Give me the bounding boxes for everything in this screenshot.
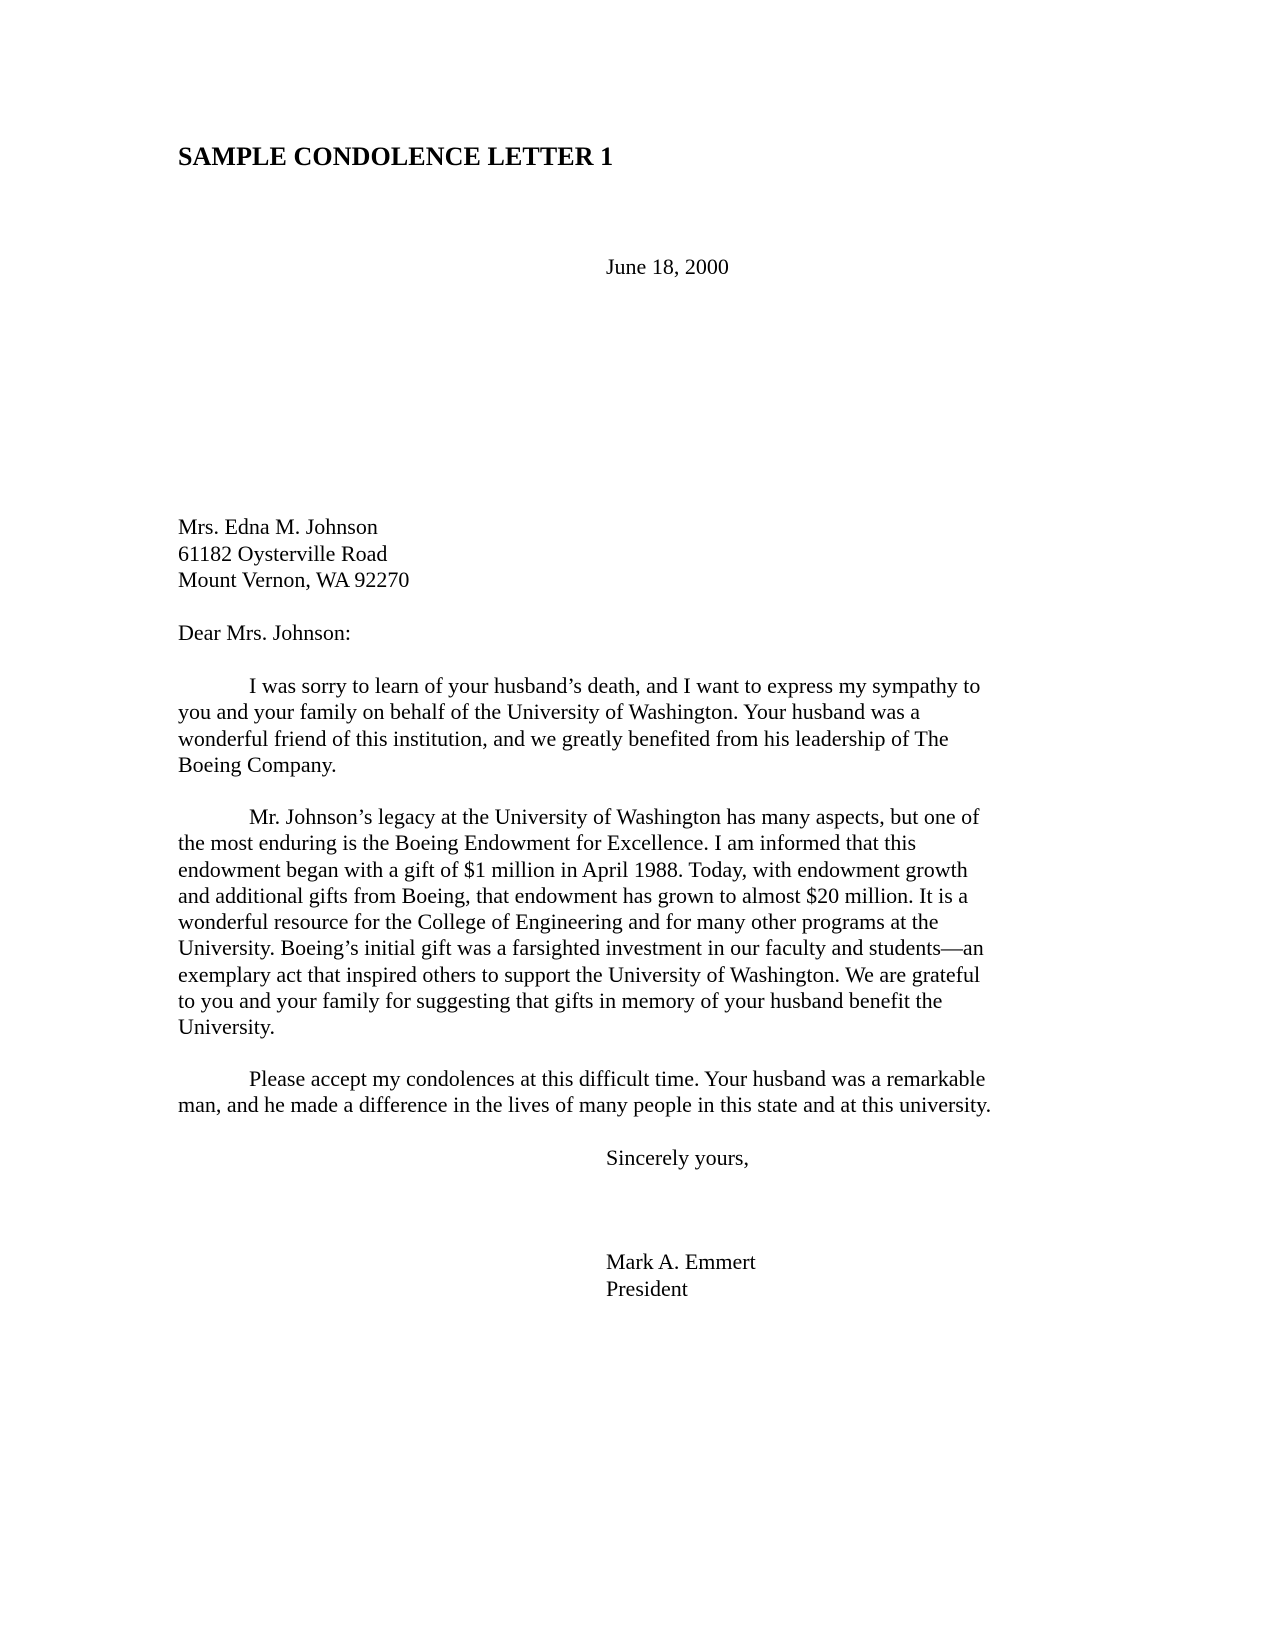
recipient-street: 61182 Oysterville Road [178,540,388,566]
recipient-name: Mrs. Edna M. Johnson [178,514,378,539]
paragraph-line: University. Boeing’s initial gift was a farsighted investment in our faculty and students—an [178,935,984,961]
body-paragraph-3 [178,1066,1024,1119]
paragraph-line: Please accept my condolences at this difficult time. Your husband was a remarkable [249,1066,986,1091]
signature-block [606,1249,756,1302]
paragraph-line: exemplary act that inspired others to support the University of Washington. We are grateful [178,961,981,987]
paragraph-line: to you and your family for suggesting that gifts in memory of your husband benefit the [178,988,943,1014]
paragraph-line: you and your family on behalf of the University of Washington. Your husband was a [178,699,921,725]
body-paragraph-1 [178,673,1024,778]
body-paragraph-2 [178,804,1024,1041]
recipient-city-state-zip: Mount Vernon, WA 92270 [178,567,410,592]
letter-date: June 18, 2000 [606,254,729,279]
recipient-address-block [178,514,409,594]
paragraph-line: endowment began with a gift of $1 million in April 1988. Today, with endowment growth [178,856,968,882]
paragraph-line: the most enduring is the Boeing Endowment for Excellence. I am informed that this [178,830,917,856]
paragraph-line: University. [178,1014,275,1040]
paragraph-line: wonderful friend of this institution, and we greatly benefited from his leadership of The [178,725,949,751]
signatory-title: President [606,1275,688,1301]
paragraph-line: Boeing Company. [178,751,337,777]
paragraph-line: wonderful resource for the College of Engineering and for many other programs at the [178,909,939,935]
paragraph-line: man, and he made a difference in the lives of many people in this state and at this university. [178,1092,992,1118]
closing: Sincerely yours, [606,1145,749,1170]
paragraph-line: Mr. Johnson’s legacy at the University of Washington has many aspects, but one of [249,804,980,829]
salutation: Dear Mrs. Johnson: [178,620,351,645]
paragraph-line: I was sorry to learn of your husband’s death, and I want to express my sympathy to [249,673,981,698]
document-title: SAMPLE CONDOLENCE LETTER 1 [178,142,614,171]
paragraph-line: and additional gifts from Boeing, that endowment has grown to almost $20 million. It is a [178,882,969,908]
signatory-name: Mark A. Emmert [606,1249,756,1274]
